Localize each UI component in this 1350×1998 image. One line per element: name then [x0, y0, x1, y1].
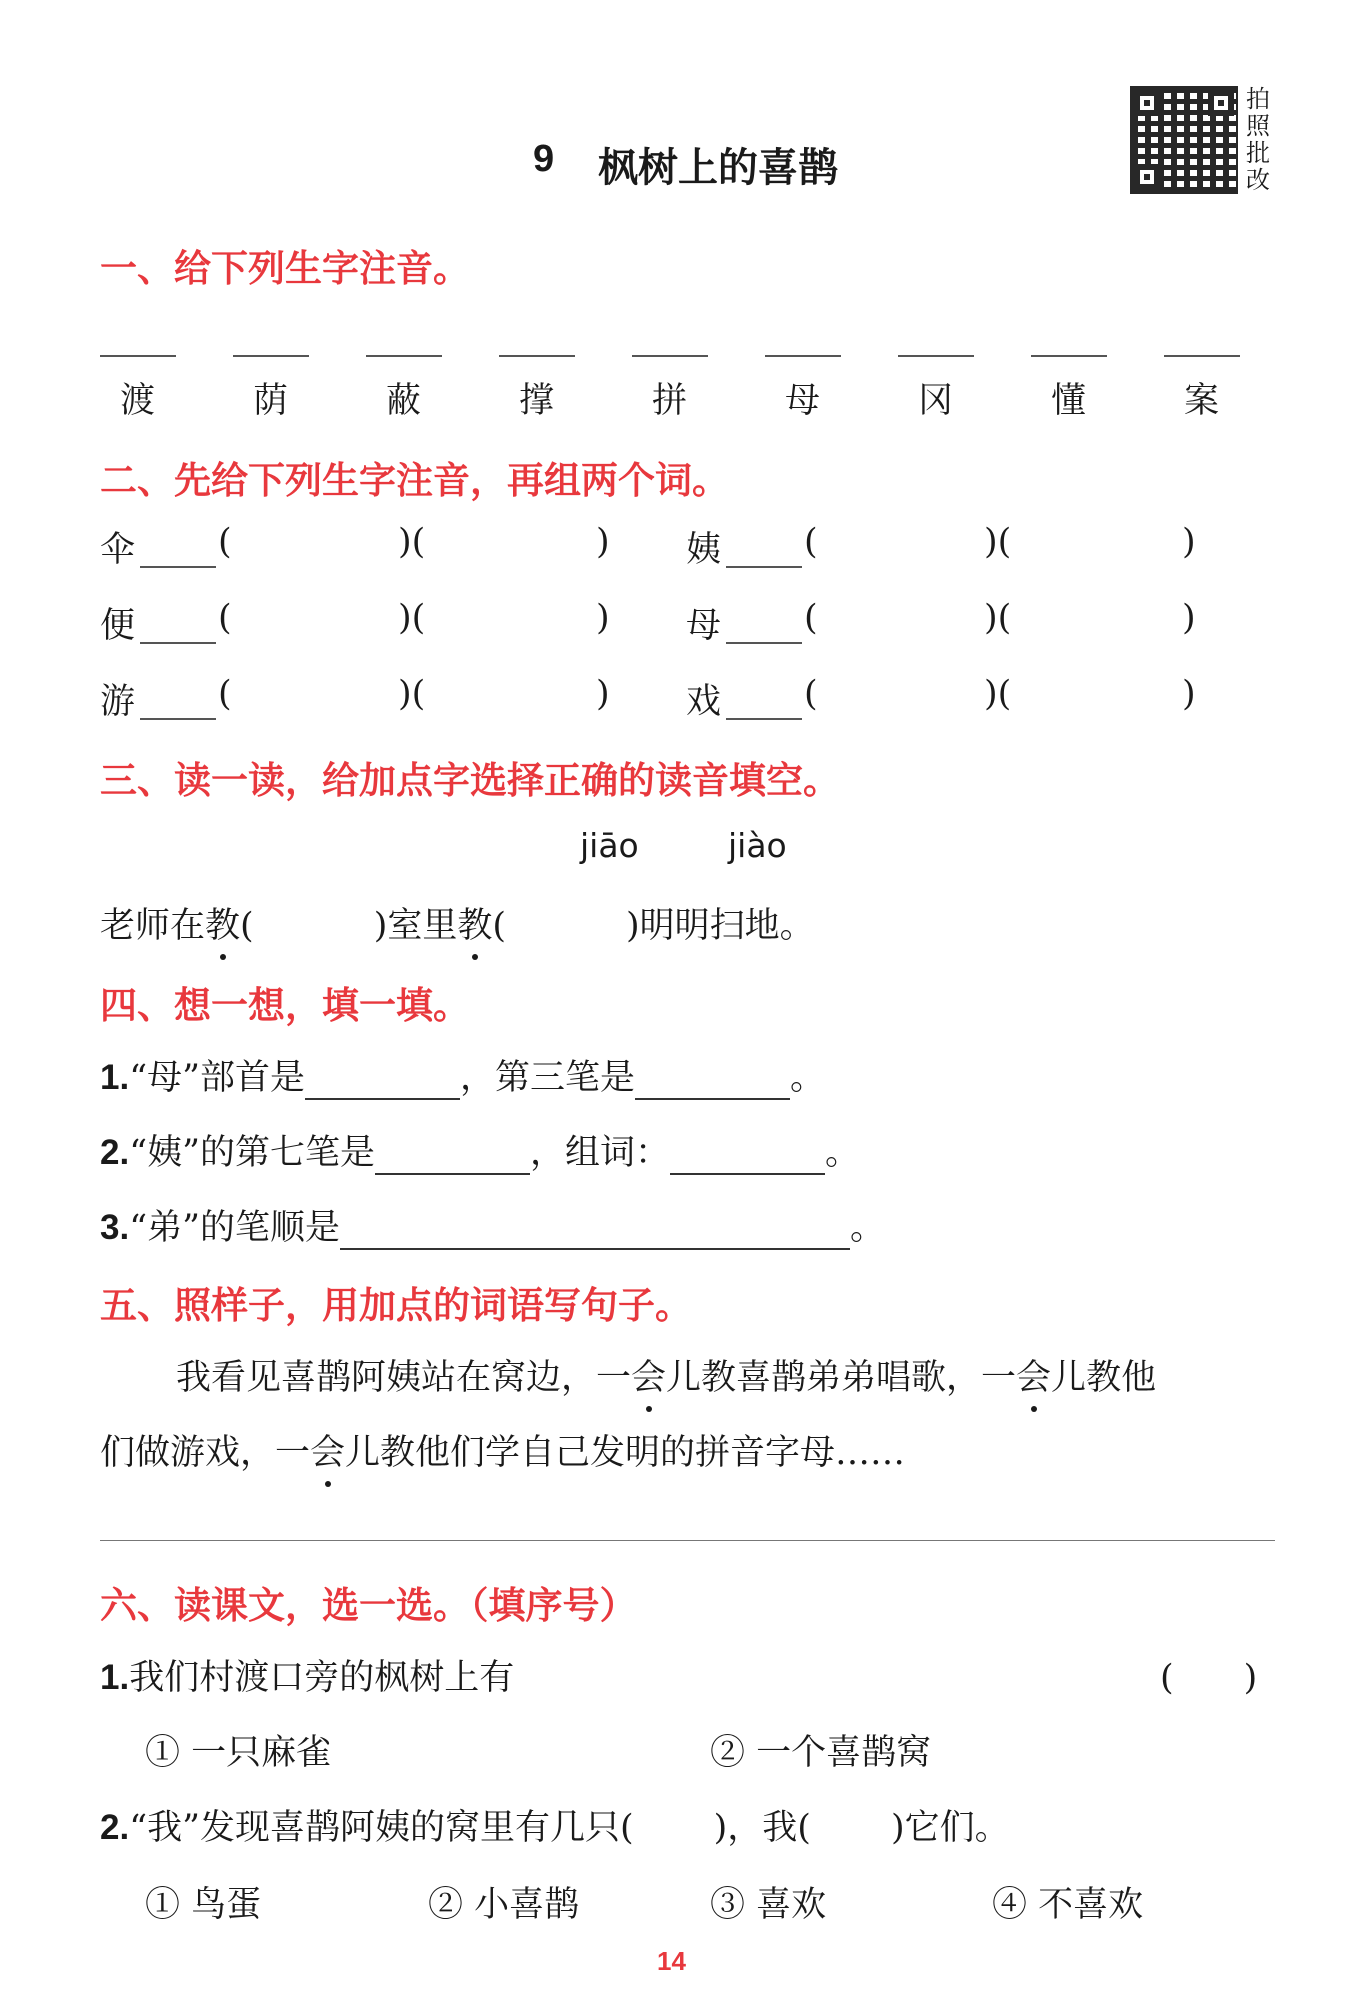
- question-1: [100, 1650, 514, 1700]
- pinyin-slot[interactable]: [898, 355, 974, 357]
- option: ① 一只麻雀: [145, 1733, 332, 1773]
- question-number: 1.: [100, 1058, 130, 1097]
- pinyin-slot[interactable]: [1164, 355, 1240, 357]
- pinyin-slot[interactable]: [100, 355, 176, 357]
- question-text: )，我(: [713, 1808, 811, 1848]
- paren-mid[interactable]: )(: [398, 522, 426, 562]
- question-number: 1.: [100, 1658, 130, 1697]
- question-text: ，组词：: [530, 1133, 671, 1173]
- lesson-number: 9: [533, 138, 555, 180]
- pinyin-slot[interactable]: [140, 718, 216, 720]
- example-text: 教他: [1086, 1358, 1157, 1398]
- sentence-part: )室里: [373, 906, 458, 946]
- question-number: 2.: [100, 1808, 130, 1847]
- paren-open: (: [804, 522, 818, 562]
- question-text: “母”部首是: [129, 1058, 305, 1098]
- section-1-heading: 一、给下列生字注音。: [100, 247, 470, 290]
- character: 母: [785, 381, 821, 421]
- pinyin-slot[interactable]: [765, 355, 841, 357]
- paren-close[interactable]: ): [596, 598, 610, 638]
- answer-parentheses[interactable]: ( ): [1160, 1658, 1258, 1698]
- character: 拼: [652, 381, 688, 421]
- question-3: [100, 1200, 885, 1250]
- page-number: 14: [657, 1946, 686, 1976]
- paren-mid[interactable]: )(: [398, 674, 426, 714]
- pinyin-slot[interactable]: [233, 355, 309, 357]
- character: 便: [100, 606, 136, 646]
- paren-open: (: [218, 674, 232, 714]
- sentence: [100, 898, 815, 948]
- paren-mid[interactable]: )(: [984, 598, 1012, 638]
- section-2-heading: 二、先给下列生字注音，再组两个词。: [100, 459, 729, 502]
- question-number: 2.: [100, 1133, 130, 1172]
- section-3-heading: 三、读一读，给加点字选择正确的读音填空。: [100, 759, 840, 802]
- character: 渡: [120, 381, 156, 421]
- question-text: 。: [790, 1058, 826, 1098]
- option: ③ 喜欢: [710, 1885, 827, 1925]
- answer-blank[interactable]: [305, 1064, 460, 1100]
- page-title: 枫树上的喜鹊: [598, 145, 838, 191]
- section-4-heading: 四、想一想，填一填。: [100, 984, 470, 1027]
- section-5-heading: 五、照样子，用加点的词语写句子。: [100, 1284, 692, 1327]
- example-text: 们做游戏，: [100, 1433, 276, 1473]
- section-6-heading: 六、读课文，选一选。（填序号）: [100, 1584, 637, 1627]
- paren-open: (: [804, 674, 818, 714]
- example-text: 教他们学自己发明的拼音字母……: [380, 1433, 906, 1473]
- dotted-phrase: 一会儿: [981, 1350, 1086, 1400]
- dotted-character: 教: [457, 898, 492, 948]
- answer-blank[interactable]: [375, 1139, 530, 1175]
- question-text: 。: [850, 1208, 886, 1248]
- question-text: )它们。: [890, 1808, 1010, 1848]
- question-text: ，第三笔是: [460, 1058, 636, 1098]
- dotted-phrase: 一会儿: [275, 1425, 380, 1475]
- paren-open: (: [240, 906, 254, 946]
- question-2: [100, 1125, 860, 1175]
- paren-mid[interactable]: )(: [984, 522, 1012, 562]
- character: 伞: [100, 530, 136, 570]
- paren-close[interactable]: ): [1182, 598, 1196, 638]
- character: 懂: [1051, 381, 1087, 421]
- pinyin-slot[interactable]: [726, 642, 802, 644]
- qr-code-icon[interactable]: [1130, 86, 1238, 194]
- character: 冈: [918, 381, 954, 421]
- pinyin-slot[interactable]: [1031, 355, 1107, 357]
- question-text: 。: [825, 1133, 861, 1173]
- character: 荫: [253, 381, 289, 421]
- answer-blank[interactable]: [635, 1064, 790, 1100]
- question-text: 我们村渡口旁的枫树上有: [129, 1658, 515, 1698]
- option: ① 鸟蛋: [145, 1885, 262, 1925]
- paren-close[interactable]: ): [1182, 674, 1196, 714]
- writing-line[interactable]: [100, 1540, 1275, 1541]
- pinyin-slot[interactable]: [632, 355, 708, 357]
- question-text: “我”发现喜鹊阿姨的窝里有几只(: [129, 1808, 634, 1848]
- example-line-1: [176, 1350, 1156, 1400]
- question-text: “姨”的第七笔是: [129, 1133, 375, 1173]
- option: ④ 不喜欢: [992, 1885, 1144, 1925]
- dotted-character: 教: [205, 898, 240, 948]
- paren-close[interactable]: ): [596, 674, 610, 714]
- paren-close[interactable]: ): [1182, 522, 1196, 562]
- question-number: 3.: [100, 1208, 130, 1247]
- answer-blank[interactable]: [340, 1214, 850, 1250]
- dotted-phrase: 一会儿: [596, 1350, 701, 1400]
- character: 游: [100, 682, 136, 722]
- character: 姨: [686, 530, 722, 570]
- pinyin-slot[interactable]: [140, 642, 216, 644]
- paren-close[interactable]: ): [596, 522, 610, 562]
- paren-open: (: [218, 598, 232, 638]
- option: ② 小喜鹊: [428, 1885, 580, 1925]
- paren-mid[interactable]: )(: [398, 598, 426, 638]
- question-text: “弟”的笔顺是: [129, 1208, 340, 1248]
- pinyin-option: jiāo: [580, 826, 639, 865]
- example-text: 教喜鹊弟弟唱歌，: [701, 1358, 982, 1398]
- pinyin-slot[interactable]: [726, 718, 802, 720]
- pinyin-slot[interactable]: [726, 566, 802, 568]
- example-text: 我看见喜鹊阿姨站在窝边，: [176, 1358, 597, 1398]
- character: 案: [1184, 381, 1220, 421]
- pinyin-option: jiào: [728, 826, 787, 865]
- question-2: [100, 1800, 1010, 1850]
- character: 蔽: [386, 381, 422, 421]
- character: 母: [686, 606, 722, 646]
- paren-open: (: [804, 598, 818, 638]
- paren-open: (: [218, 522, 232, 562]
- sentence-part: )明明扫地。: [626, 906, 815, 946]
- character: 撑: [519, 381, 555, 421]
- pinyin-slot[interactable]: [140, 566, 216, 568]
- sentence-part: 老师在: [100, 906, 206, 946]
- question-1: [100, 1050, 825, 1100]
- answer-blank[interactable]: [670, 1139, 825, 1175]
- option: ② 一个喜鹊窝: [710, 1733, 932, 1773]
- paren-mid[interactable]: )(: [984, 674, 1012, 714]
- paren-open: (: [492, 906, 507, 946]
- example-line-2: [100, 1425, 905, 1475]
- qr-label: 拍照批改: [1246, 85, 1270, 194]
- character: 戏: [686, 682, 722, 722]
- pinyin-slot[interactable]: [366, 355, 442, 357]
- pinyin-slot[interactable]: [499, 355, 575, 357]
